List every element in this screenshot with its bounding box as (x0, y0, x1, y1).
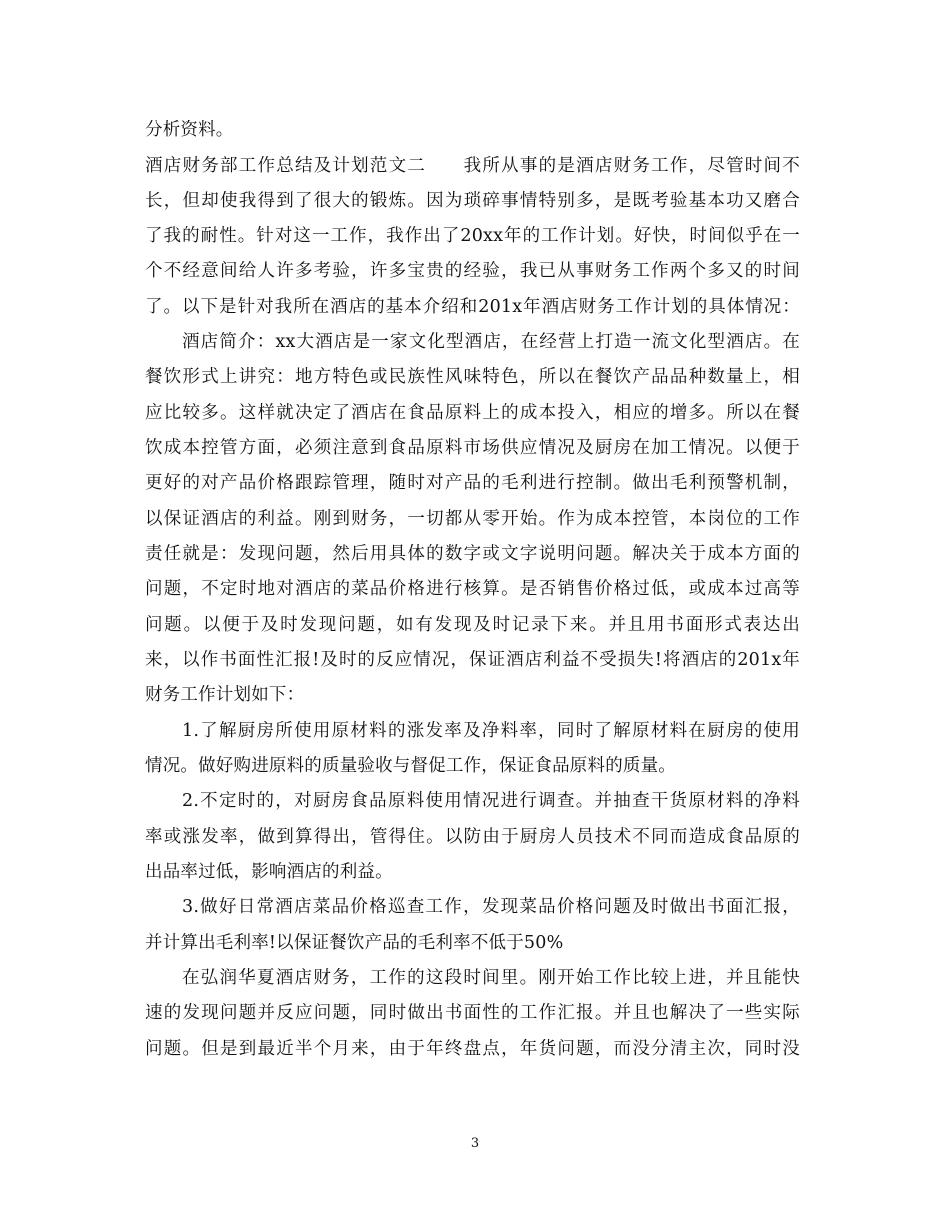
text-line: 责任就是：发现问题，然后用具体的数字或文字说明问题。解决关于成本方面的 (145, 544, 800, 564)
text-line: 问题。以便于及时发现问题，如有发现及时记录下来。并且用书面形式表达出 (145, 615, 800, 635)
text-line: 分析资料。 (145, 120, 234, 140)
text-line: 以保证酒店的利益。刚到财务，一切都从零开始。作为成本控管，本岗位的工作 (145, 509, 800, 529)
text-line: 来，以作书面性汇报!及时的反应情况，保证酒店利益不受损失!将酒店的201x年 (145, 650, 800, 670)
text-line: 酒店简介：xx大酒店是一家文化型酒店，在经营上打造一流文化型酒店。在 (182, 332, 800, 352)
text-line: 情况。做好购进原料的质量验收与督促工作，保证食品原料的质量。 (145, 756, 676, 776)
text-line: 更好的对产品价格跟踪管理，随时对产品的毛利进行控制。做出毛利预警机制， (145, 473, 800, 493)
text-line: 饮成本控管方面，必须注意到食品原料市场供应情况及厨房在加工情况。以便于 (145, 438, 800, 458)
text-line: 3.做好日常酒店菜品价格巡查工作，发现菜品价格问题及时做出书面汇报， (182, 897, 800, 917)
page-number: 3 (470, 1136, 480, 1151)
text-line: 餐饮形式上讲究：地方特色或民族性风味特色，所以在餐饮产品品种数量上，相 (145, 367, 800, 387)
text-line: 酒店财务部工作总结及计划范文二 我所从事的是酒店财务工作，尽管时间不 (145, 156, 800, 176)
text-line: 问题，不定时地对酒店的菜品价格进行核算。是否销售价格过低，或成本过高等 (145, 579, 800, 599)
text-line: 应比较多。这样就决定了酒店在食品原料上的成本投入，相应的增多。所以在餐 (145, 403, 800, 423)
text-line: 速的发现问题并反应问题，同时做出书面性的工作汇报。并且也解决了一些实际 (145, 1003, 800, 1023)
text-line: 了我的耐性。针对这一工作，我作出了20xx年的工作计划。好快，时间似乎在一 (145, 226, 800, 246)
text-line: 2.不定时的，对厨房食品原料使用情况进行调查。并抽查干货原材料的净料 (182, 791, 800, 811)
text-line: 了。以下是针对我所在酒店的基本介绍和201x年酒店财务工作计划的具体情况： (145, 297, 800, 317)
text-line: 个不经意间给人许多考验，许多宝贵的经验，我已从事财务工作两个多又的时间 (145, 261, 800, 281)
text-line: 1.了解厨房所使用原材料的涨发率及净料率，同时了解原材料在厨房的使用 (182, 721, 800, 741)
text-line: 长，但却使我得到了很大的锻炼。因为琐碎事情特别多，是既考验基本功又磨合 (145, 191, 800, 211)
text-line: 率或涨发率，做到算得出，管得住。以防由于厨房人员技术不同而造成食品原的 (145, 827, 800, 847)
text-line: 出品率过低，影响酒店的利益。 (145, 862, 393, 882)
text-line: 问题。但是到最近半个月来，由于年终盘点，年货问题，而没分清主次，同时没 (145, 1039, 800, 1059)
text-line: 并计算出毛利率!以保证餐饮产品的毛利率不低于50% (145, 933, 564, 953)
text-line: 在弘润华夏酒店财务，工作的这段时间里。刚开始工作比较上进，并且能快 (182, 968, 800, 988)
text-line: 财务工作计划如下： (145, 685, 305, 705)
